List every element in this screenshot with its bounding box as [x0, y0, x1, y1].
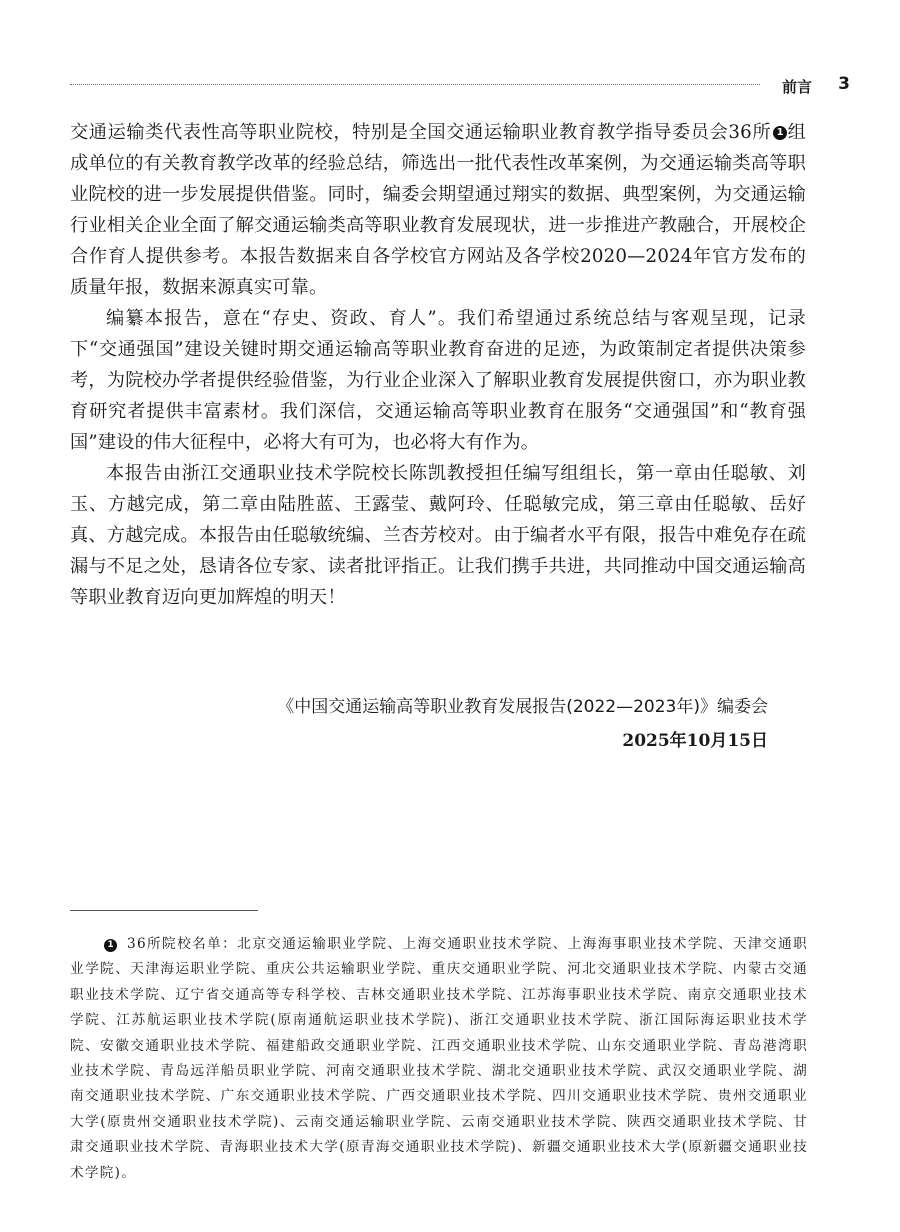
signature-date: 2025年10月15日: [622, 731, 768, 751]
signature-block: [277, 690, 768, 758]
footnote-text: 36所院校名单：北京交通运输职业学院、上海交通职业技术学院、上海海事职业技术学院、天津交通职业学院、天津海运职业学院、重庆公共运输职业学院、重庆交通职业学院、河北交通职业技术学院、内蒙古交通职业技术学院、辽宁省交通高等专科学校、吉林交通职业技术学院、江苏海事职业技术学院、南京交通职业技术学院、江苏航运职业技术学院(原南通航运职业技术学院)、浙江交通职业技术学院、浙江国际海运职业技术学院、安徽交通职业技术学院、福建船政交通职业学院、江西交通职业技术学院、山东交通职业学院、青岛港湾职业技术学院、青岛远洋船员职业学院、河南交通职业技术学院、湖北交通职业技术学院、武汉交通职业学院、湖南交通职业技术学院、广东交通职业技术学院、广西交通职业技术学院、四川交通职业技术学院、贵州交通职业大学(原贵州交通职业技术学院)、云南交通运输职业学院、云南交通职业技术学院、陕西交通职业技术学院、甘肃交通职业技术学院、青海职业技术大学(原青海交通职业技术学院)、新疆交通职业技术大学(原新疆交通职业技术学院)。: [70, 936, 808, 1181]
footnote: [70, 932, 808, 1186]
footnote-reference-marker[interactable]: 1: [773, 126, 787, 140]
preface-body: [70, 117, 806, 613]
paragraph-2: 编纂本报告，意在“存史、资政、育人”。我们希望通过系统总结与客观呈现，记录下“交通强国”建设关键时期交通运输高等职业教育奋进的足迹，为政策制定者提供决策参考，为院校办学者提供经验借鉴，为行业企业深入了解职业教育发展提供窗口，亦为职业教育研究者提供丰富素材。我们深信，交通运输高等职业教育在服务“交通强国”和“教育强国”建设的伟大征程中，必将大有可为，也必将大有作为。: [70, 308, 806, 453]
page-number: 3: [838, 74, 850, 94]
header-dotted-rule: [70, 84, 760, 85]
paragraph-1-text: 交通运输类代表性高等职业院校，特别是全国交通运输职业教育教学指导委员会36所: [70, 122, 772, 143]
paragraph-1-text-continued: 组成单位的有关教育教学改革的经验总结，筛选出一批代表性改革案例，为交通运输类高等职业院校的进一步发展提供借鉴。同时，编委会期望通过翔实的数据、典型案例，为交通运输行业相关企业全面了解交通运输类高等职业教育发展现状，进一步推进产教融合，开展校企合作育人提供参考。本报告数据来自各学校官方网站及各学校2020—2024年官方发布的质量年报，数据来源真实可靠。: [70, 122, 806, 298]
signature-committee: 《中国交通运输高等职业教育发展报告(2022—2023年)》编委会: [277, 697, 768, 717]
footnote-marker: 1: [104, 939, 117, 952]
footnote-separator: [70, 910, 258, 911]
paragraph-3: 本报告由浙江交通职业技术学院校长陈凯教授担任编写组组长，第一章由任聪敏、刘玉、方越完成，第二章由陆胜蓝、王露莹、戴阿玲、任聪敏完成，第三章由任聪敏、岳好真、方越完成。本报告由任聪敏统编、兰杏芳校对。由于编者水平有限，报告中难免存在疏漏与不足之处，恳请各位专家、读者批评指正。让我们携手共进，共同推动中国交通运输高等职业教育迈向更加辉煌的明天！: [70, 463, 806, 608]
header-section-title: 前言: [781, 78, 812, 96]
paragraph-1: [70, 117, 806, 303]
running-header: [70, 62, 850, 102]
